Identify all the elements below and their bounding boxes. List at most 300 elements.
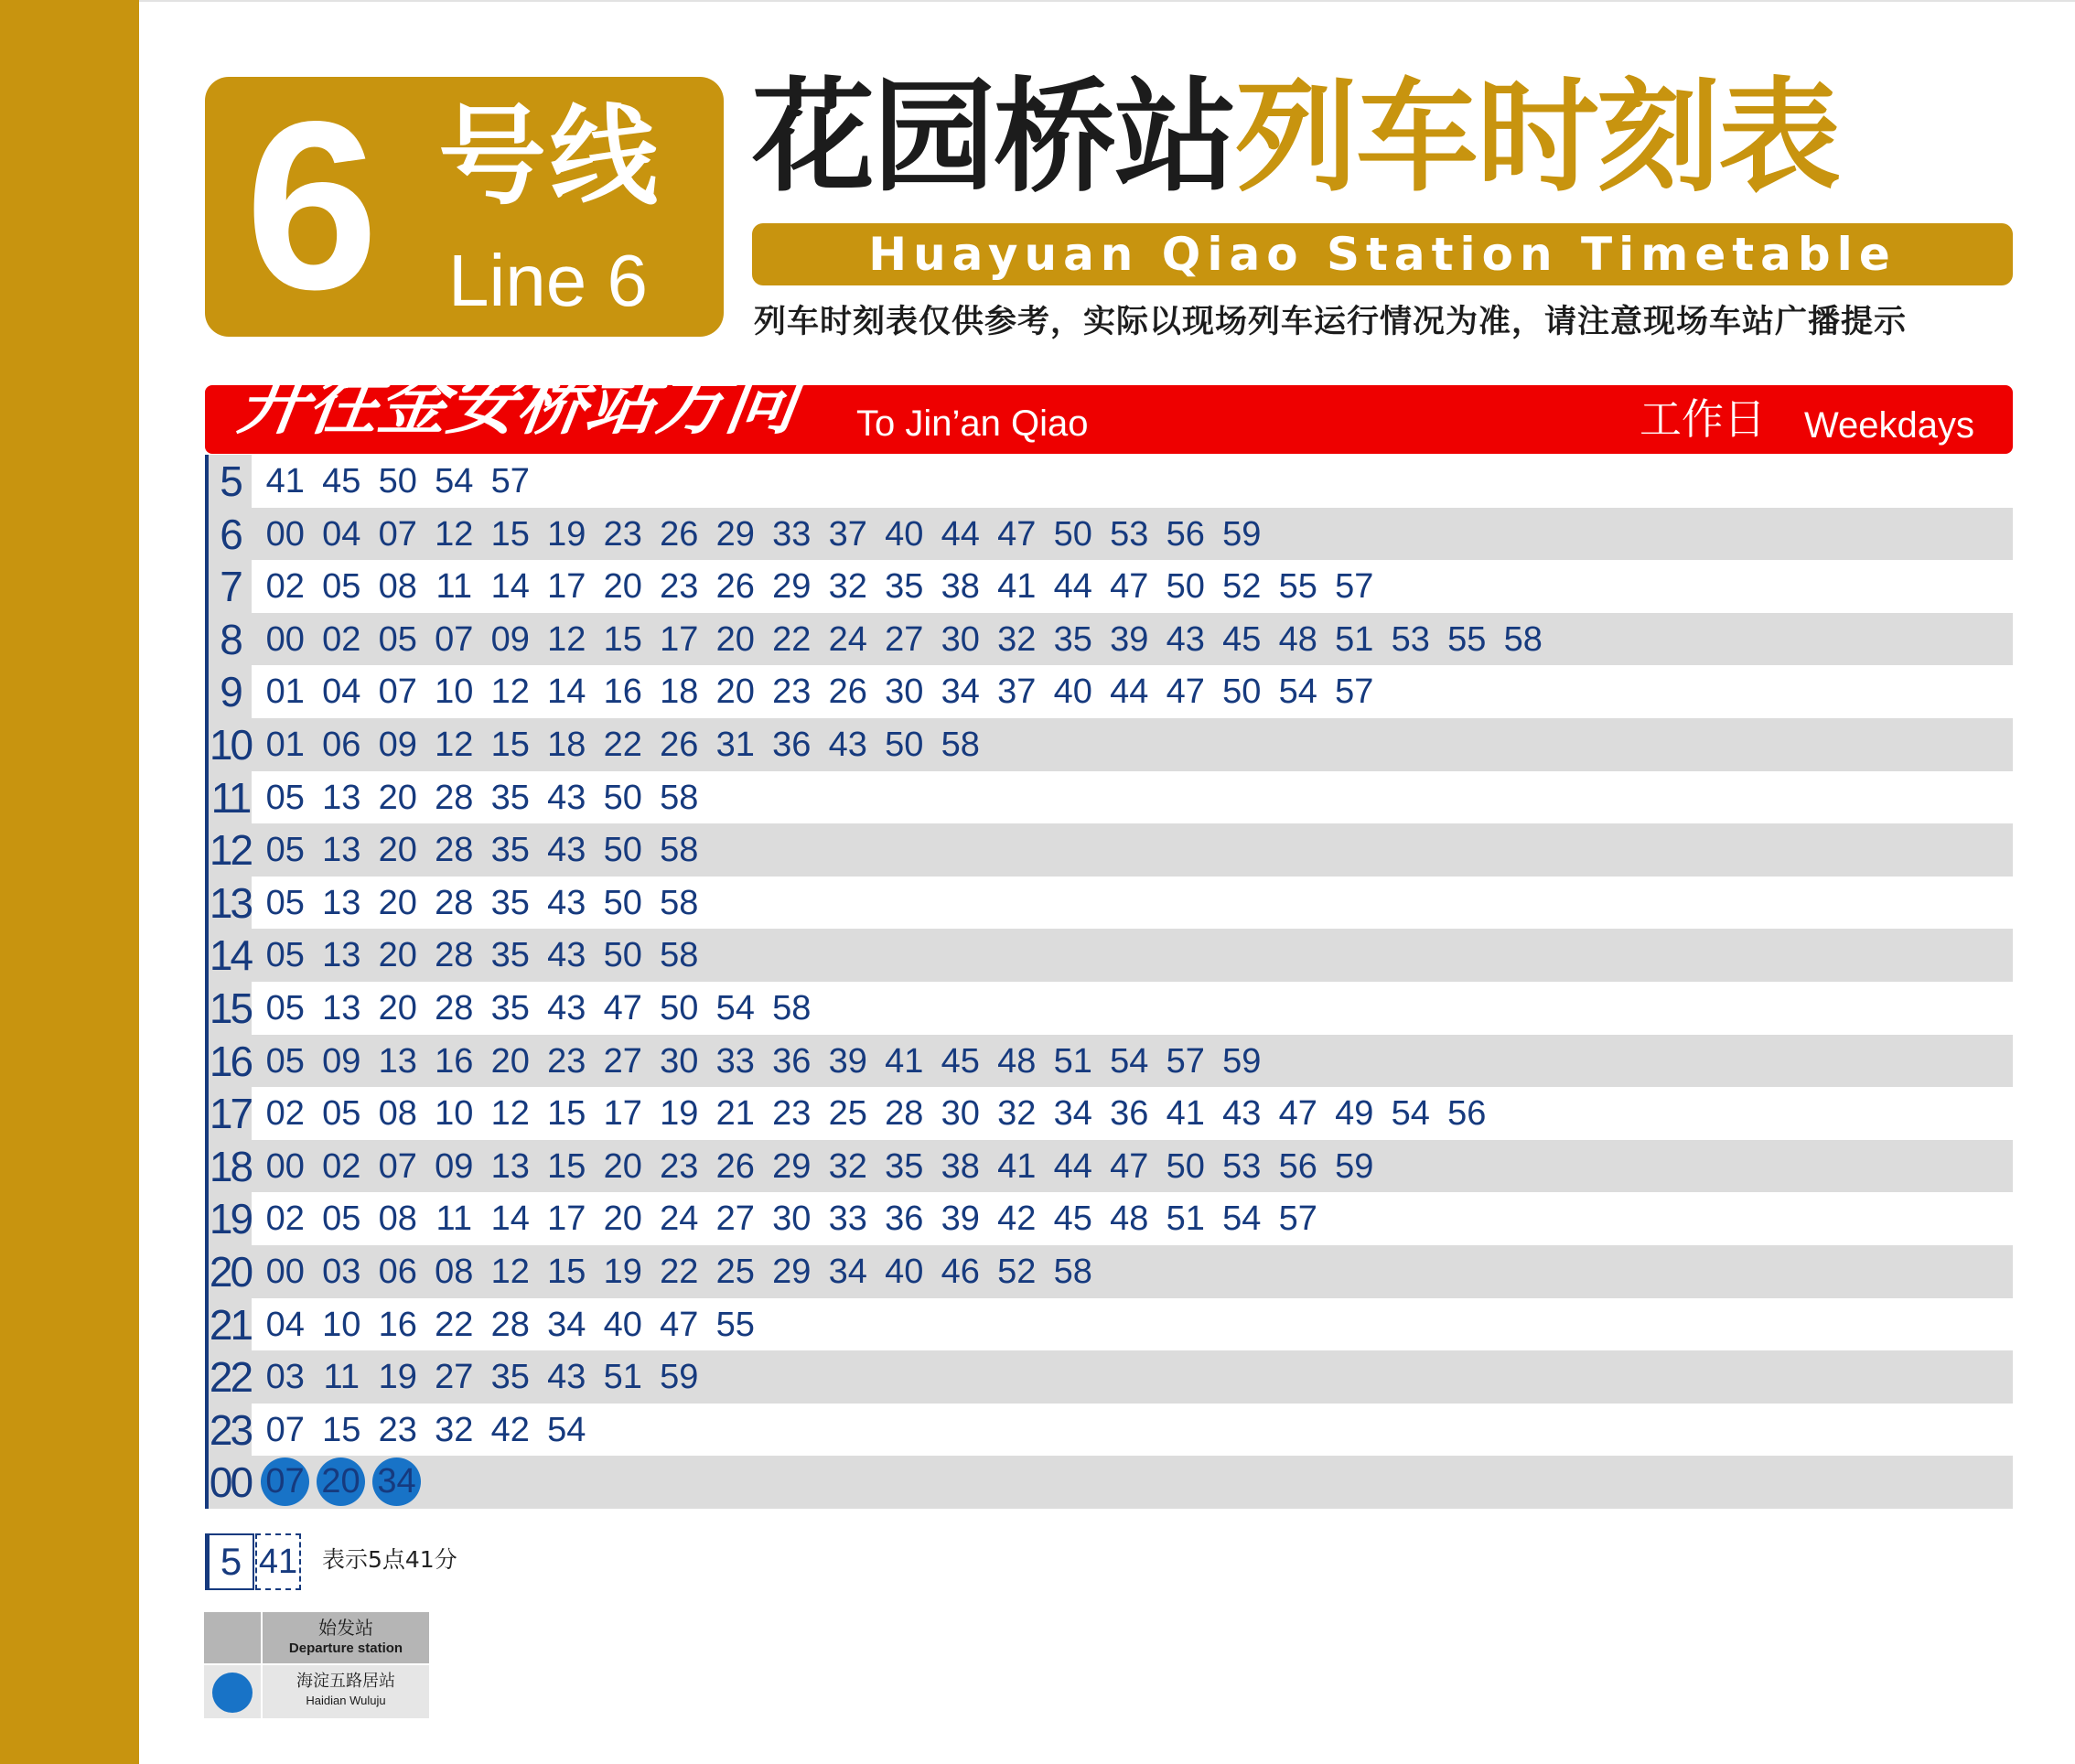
- minute: 57: [490, 462, 530, 500]
- hour-label: 10: [205, 718, 252, 771]
- timetable-row: [205, 1245, 2013, 1298]
- minute: 45: [941, 1041, 980, 1081]
- minute: 12: [435, 514, 474, 554]
- hour-label: 8: [205, 613, 252, 666]
- minute: 00: [265, 1146, 305, 1186]
- minute: 27: [435, 1358, 474, 1397]
- example-legend: [205, 1533, 303, 1590]
- minute: 32: [828, 567, 867, 607]
- minute: 40: [885, 514, 924, 554]
- hour-label: 9: [205, 665, 252, 718]
- minute: 09: [378, 725, 417, 764]
- legend-header-blank: [204, 1612, 261, 1663]
- minute: 59: [1222, 514, 1262, 554]
- hour-label: 15: [205, 982, 252, 1035]
- minute: 09: [322, 1041, 361, 1081]
- minute: 15: [547, 1252, 586, 1291]
- minute: 20: [490, 1041, 530, 1081]
- hour-label: 13: [205, 877, 252, 930]
- minute: 18: [660, 672, 699, 712]
- legend-header: [263, 1612, 429, 1663]
- minute: 35: [490, 1358, 530, 1397]
- minute: 15: [547, 1146, 586, 1186]
- minute: 32: [435, 1410, 474, 1449]
- minute: 43: [547, 988, 586, 1027]
- minute: 29: [772, 1252, 812, 1291]
- minute: 14: [490, 1199, 530, 1239]
- minute-list: [257, 1140, 1382, 1193]
- minute: 52: [1222, 567, 1262, 607]
- minute: 32: [997, 1094, 1037, 1134]
- example-explanation: 表示5点41分: [322, 1546, 457, 1573]
- minute: 14: [490, 567, 530, 607]
- minute: 35: [885, 567, 924, 607]
- timetable-grid: [205, 455, 2013, 1509]
- minute: 54: [1222, 1199, 1262, 1239]
- minute-list: [257, 613, 1552, 666]
- minute: 35: [490, 883, 530, 922]
- minute: 51: [603, 1358, 642, 1397]
- minute: 33: [772, 514, 812, 554]
- minute: 50: [1222, 672, 1262, 712]
- minute: 07: [378, 672, 417, 712]
- minute: 05: [322, 567, 361, 607]
- minute: 01: [265, 672, 305, 712]
- gold-side-bar: [0, 0, 139, 1764]
- minute: 20: [378, 936, 417, 975]
- minute: 29: [772, 567, 812, 607]
- minute: 40: [603, 1305, 642, 1344]
- minute: 29: [715, 514, 755, 554]
- minute: 35: [490, 778, 530, 817]
- minute: 50: [378, 462, 417, 500]
- minute: 23: [772, 672, 812, 712]
- timetable-row: [205, 982, 2013, 1035]
- minute: 30: [772, 1199, 812, 1239]
- minute: 54: [435, 462, 474, 500]
- minute: 48: [1278, 619, 1317, 659]
- minute: 57: [1335, 672, 1374, 712]
- minute: 10: [435, 1094, 474, 1134]
- minute: 53: [1222, 1146, 1262, 1186]
- minute: 15: [547, 1094, 586, 1134]
- minute: 35: [490, 988, 530, 1027]
- minute: 59: [1335, 1146, 1374, 1186]
- minute: 50: [660, 988, 699, 1027]
- minute: 34: [941, 672, 980, 712]
- minute: 43: [828, 725, 867, 764]
- minute: 12: [435, 725, 474, 764]
- minute: 45: [322, 462, 361, 500]
- minute: 57: [1166, 1041, 1205, 1081]
- minute: 27: [885, 619, 924, 659]
- minute: 22: [603, 725, 642, 764]
- departure-legend: [204, 1612, 429, 1718]
- page-title: [752, 64, 1839, 210]
- minute: 07: [378, 1146, 417, 1186]
- minute: 04: [322, 514, 361, 554]
- minute-list: [257, 508, 1270, 561]
- minute: 06: [322, 725, 361, 764]
- minute-list: [257, 982, 820, 1035]
- line-number: 6: [245, 71, 379, 339]
- hour-label: 11: [205, 771, 252, 824]
- legend-header-cn: 始发站: [318, 1617, 373, 1639]
- hour-label: 16: [205, 1035, 252, 1088]
- timetable-row: [205, 718, 2013, 771]
- minute: 56: [1278, 1146, 1317, 1186]
- minute: 11: [323, 1358, 360, 1397]
- minute: 47: [1166, 672, 1205, 712]
- minute: 57: [1278, 1199, 1317, 1239]
- minute: 21: [715, 1094, 755, 1134]
- minute-list: [257, 560, 1382, 613]
- minute: 13: [322, 936, 361, 975]
- timetable-row: [205, 1298, 2013, 1351]
- minute: 53: [1391, 619, 1430, 659]
- minute: 23: [603, 514, 642, 554]
- minute: 13: [378, 1041, 417, 1081]
- minute: 05: [265, 778, 305, 817]
- timetable-row: [205, 1404, 2013, 1457]
- minute: 17: [547, 567, 586, 607]
- timetable-row: [205, 1192, 2013, 1245]
- minute: 37: [997, 672, 1037, 712]
- minute: 17: [603, 1094, 642, 1134]
- minute-list: [257, 877, 707, 930]
- english-title-bar: Huayuan Qiao Station Timetable: [752, 223, 2013, 285]
- minute-list: [257, 1087, 1495, 1140]
- minute: 09: [435, 1146, 474, 1186]
- hour-label: 12: [205, 823, 252, 877]
- minute-list: [257, 455, 539, 508]
- minute: 28: [490, 1305, 530, 1344]
- timetable-row: [205, 929, 2013, 982]
- minute: 22: [435, 1305, 474, 1344]
- timetable-label: 列车时刻表: [1235, 66, 1840, 209]
- minute: 05: [265, 883, 305, 922]
- minute: 43: [547, 1358, 586, 1397]
- departure-minute: 34: [372, 1457, 421, 1506]
- minute: 13: [322, 883, 361, 922]
- minute-list: [257, 665, 1382, 718]
- minute: 50: [603, 936, 642, 975]
- hour-label: 23: [205, 1404, 252, 1457]
- minute: 16: [378, 1305, 417, 1344]
- minute: 41: [997, 1146, 1037, 1186]
- legend-dot-cell: [204, 1665, 261, 1718]
- minute: 07: [435, 619, 474, 659]
- minute: 00: [265, 1252, 305, 1291]
- minute: 06: [378, 1252, 417, 1291]
- minute: 39: [941, 1199, 980, 1239]
- minute: 32: [828, 1146, 867, 1186]
- minute: 43: [547, 883, 586, 922]
- minute: 15: [603, 619, 642, 659]
- timetable-row: [205, 1350, 2013, 1404]
- minute: 55: [1278, 567, 1317, 607]
- minute: 05: [265, 988, 305, 1027]
- minute-list: [257, 1245, 1102, 1298]
- minute: 02: [265, 1094, 305, 1134]
- minute: 41: [265, 462, 305, 500]
- minute: 07: [378, 514, 417, 554]
- minute: 47: [1110, 567, 1149, 607]
- minute: 37: [828, 514, 867, 554]
- minute: 05: [265, 936, 305, 975]
- minute: 19: [603, 1252, 642, 1291]
- hour-label: 21: [205, 1298, 252, 1351]
- minute-list: [257, 1404, 595, 1457]
- minute-list: [257, 823, 707, 877]
- minute: 26: [660, 514, 699, 554]
- minute: 54: [1278, 672, 1317, 712]
- minute: 19: [378, 1358, 417, 1397]
- minute-list: [257, 1350, 707, 1404]
- minute-list: [257, 929, 707, 982]
- minute: 55: [1447, 619, 1487, 659]
- minute: 28: [435, 831, 474, 870]
- minute: 58: [1053, 1252, 1092, 1291]
- minute: 38: [941, 1146, 980, 1186]
- minute: 11: [435, 567, 472, 607]
- minute: 20: [715, 672, 755, 712]
- legend-header-en: Departure station: [288, 1640, 403, 1656]
- minute: 23: [547, 1041, 586, 1081]
- minute: 47: [1110, 1146, 1149, 1186]
- minute: 50: [1166, 1146, 1205, 1186]
- minute: 57: [1335, 567, 1374, 607]
- minute: 43: [547, 778, 586, 817]
- minute: 41: [997, 567, 1037, 607]
- minute: 24: [660, 1199, 699, 1239]
- hour-label: 18: [205, 1140, 252, 1193]
- minute: 23: [660, 1146, 699, 1186]
- minute: 35: [1053, 619, 1092, 659]
- timetable-row: [205, 1456, 2013, 1509]
- minute: 16: [435, 1041, 474, 1081]
- minute: 43: [1166, 619, 1205, 659]
- minute: 47: [997, 514, 1037, 554]
- minute-list: [257, 771, 707, 824]
- minute: 33: [828, 1199, 867, 1239]
- minute: 26: [828, 672, 867, 712]
- timetable-row: [205, 1035, 2013, 1088]
- minute: 58: [660, 778, 699, 817]
- minute: 17: [547, 1199, 586, 1239]
- legend-station: [263, 1665, 429, 1718]
- minute: 56: [1447, 1094, 1487, 1134]
- minute: 20: [378, 778, 417, 817]
- minute: 41: [885, 1041, 924, 1081]
- minute: 15: [490, 514, 530, 554]
- top-border: [139, 0, 2075, 2]
- minute: 26: [660, 725, 699, 764]
- minute: 23: [660, 567, 699, 607]
- minute: 54: [547, 1410, 586, 1449]
- minute: 56: [1166, 514, 1205, 554]
- hour-label: 5: [205, 455, 252, 508]
- direction-en: To Jin’an Qiao: [856, 403, 1089, 444]
- minute: 20: [715, 619, 755, 659]
- minute: 16: [603, 672, 642, 712]
- minute: 18: [547, 725, 586, 764]
- day-type-cn: 工作日: [1640, 394, 1766, 444]
- minute: 15: [322, 1410, 361, 1449]
- minute: 33: [715, 1041, 755, 1081]
- minute: 36: [772, 725, 812, 764]
- minute: 50: [603, 831, 642, 870]
- minute: 29: [772, 1146, 812, 1186]
- minute: 30: [941, 619, 980, 659]
- minute: 28: [435, 778, 474, 817]
- minute: 47: [603, 988, 642, 1027]
- minute: 23: [378, 1410, 417, 1449]
- timetable-row: [205, 508, 2013, 561]
- minute: 51: [1166, 1199, 1205, 1239]
- minute: 31: [715, 725, 755, 764]
- minute: 08: [378, 1094, 417, 1134]
- minute-list: [257, 1192, 1327, 1245]
- minute: 40: [885, 1252, 924, 1291]
- minute: 36: [885, 1199, 924, 1239]
- minute: 58: [941, 725, 980, 764]
- minute: 28: [435, 988, 474, 1027]
- minute: 48: [997, 1041, 1037, 1081]
- minute: 52: [997, 1252, 1037, 1291]
- minute: 58: [1503, 619, 1543, 659]
- minute: 05: [265, 1041, 305, 1081]
- minute: 44: [1110, 672, 1149, 712]
- minute: 54: [1391, 1094, 1430, 1134]
- timetable-row: [205, 560, 2013, 613]
- minute: 44: [1053, 567, 1092, 607]
- minute: 30: [941, 1094, 980, 1134]
- line-label-en: Line 6: [448, 240, 648, 321]
- minute: 40: [1053, 672, 1092, 712]
- example-hour: 5: [205, 1533, 254, 1590]
- minute: 03: [265, 1358, 305, 1397]
- line-badge: [205, 71, 724, 339]
- minute: 11: [435, 1199, 472, 1239]
- minute: 30: [885, 672, 924, 712]
- minute-list: [257, 718, 989, 771]
- minute: 10: [435, 672, 474, 712]
- minute: 26: [715, 567, 755, 607]
- direction-cn: 开往金安桥站方向: [233, 362, 802, 444]
- minute: 02: [322, 619, 361, 659]
- minute: 39: [828, 1041, 867, 1081]
- minute: 19: [547, 514, 586, 554]
- minute: 23: [772, 1094, 812, 1134]
- minute: 49: [1335, 1094, 1374, 1134]
- minute: 54: [715, 988, 755, 1027]
- minute: 36: [772, 1041, 812, 1081]
- minute: 24: [828, 619, 867, 659]
- minute: 12: [490, 1094, 530, 1134]
- minute: 43: [547, 831, 586, 870]
- hour-label: 7: [205, 560, 252, 613]
- timetable-row: [205, 877, 2013, 930]
- minute: 44: [941, 514, 980, 554]
- minute-list: [257, 1298, 764, 1351]
- minute: 02: [265, 1199, 305, 1239]
- minute: 26: [715, 1146, 755, 1186]
- minute: 39: [1110, 619, 1149, 659]
- minute: 25: [828, 1094, 867, 1134]
- minute: 13: [490, 1146, 530, 1186]
- minute: 20: [378, 831, 417, 870]
- minute: 35: [490, 831, 530, 870]
- minute: 05: [322, 1094, 361, 1134]
- minute: 42: [997, 1199, 1037, 1239]
- minute: 25: [715, 1252, 755, 1291]
- minute: 34: [828, 1252, 867, 1291]
- minute: 50: [1166, 567, 1205, 607]
- minute: 09: [490, 619, 530, 659]
- notice-text: 列车时刻表仅供参考，实际以现场列车运行情况为准，请注意现场车站广播提示: [754, 304, 1908, 340]
- minute: 45: [1222, 619, 1262, 659]
- departure-station-en: Haidian Wuluju: [306, 1694, 386, 1707]
- minute: 12: [490, 1252, 530, 1291]
- minute: 03: [322, 1252, 361, 1291]
- minute: 51: [1053, 1041, 1092, 1081]
- minute: 35: [885, 1146, 924, 1186]
- minute: 51: [1335, 619, 1374, 659]
- minute: 01: [265, 725, 305, 764]
- minute: 22: [660, 1252, 699, 1291]
- minute: 28: [435, 936, 474, 975]
- minute: 20: [378, 988, 417, 1027]
- minute: 05: [322, 1199, 361, 1239]
- departure-station-cn: 海淀五路居站: [296, 1672, 395, 1691]
- minute: 44: [1053, 1146, 1092, 1186]
- minute: 13: [322, 988, 361, 1027]
- timetable-row: [205, 1140, 2013, 1193]
- minute: 12: [547, 619, 586, 659]
- minute-list: [257, 1035, 1270, 1088]
- station-name: 花园桥站: [752, 66, 1236, 209]
- minute: 59: [1222, 1041, 1262, 1081]
- hour-label: 22: [205, 1350, 252, 1404]
- departure-dot-icon: [212, 1673, 253, 1713]
- minute: 45: [1053, 1199, 1092, 1239]
- minute: 50: [603, 883, 642, 922]
- timetable-row: [205, 613, 2013, 666]
- minute: 20: [603, 1199, 642, 1239]
- minute: 54: [1110, 1041, 1149, 1081]
- minute: 50: [885, 725, 924, 764]
- hour-label: 6: [205, 508, 252, 561]
- minute: 47: [1278, 1094, 1317, 1134]
- minute: 07: [265, 1410, 305, 1449]
- hour-label: 17: [205, 1087, 252, 1140]
- minute: 35: [490, 936, 530, 975]
- minute: 05: [378, 619, 417, 659]
- minute: 02: [265, 567, 305, 607]
- hour-label: 00: [205, 1456, 252, 1509]
- example-minute: 41: [255, 1533, 301, 1590]
- day-type-en: Weekdays: [1804, 405, 1975, 446]
- minute: 08: [378, 567, 417, 607]
- minute: 50: [603, 778, 642, 817]
- minute: 04: [322, 672, 361, 712]
- timetable-row: [205, 823, 2013, 877]
- minute: 17: [660, 619, 699, 659]
- line-label-cn: 号线: [438, 93, 662, 220]
- minute: 30: [660, 1041, 699, 1081]
- minute: 02: [322, 1146, 361, 1186]
